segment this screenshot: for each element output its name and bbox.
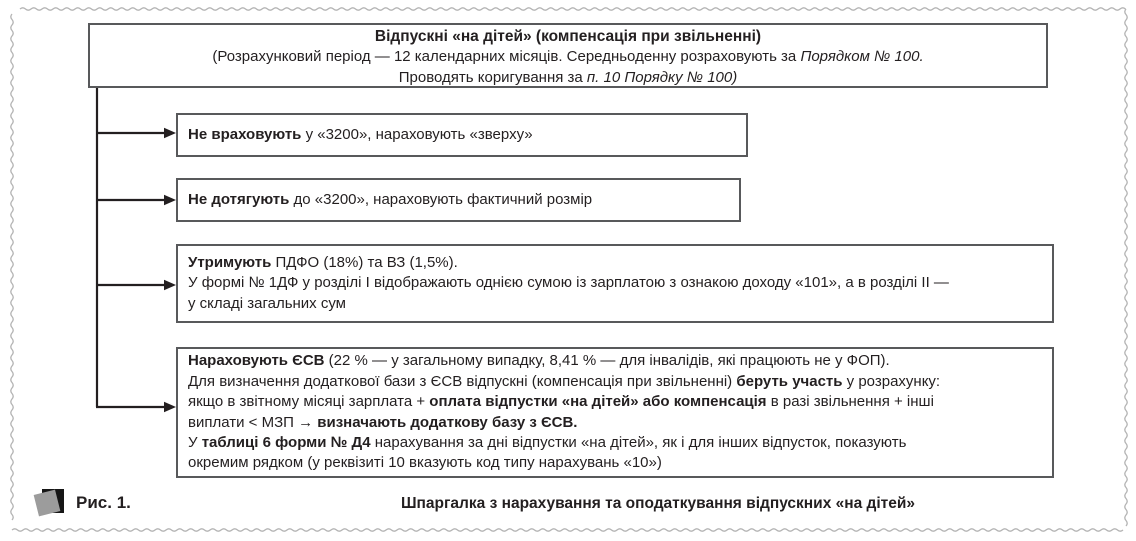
text-run: Проводять коригування за bbox=[398, 68, 587, 86]
branch-box-1 bbox=[176, 113, 748, 157]
text-run: (22 % — у загальному випадку, 8,41 % — для інвалідів, які працюють не у ФОП). bbox=[324, 352, 890, 370]
branch-box-2 bbox=[176, 178, 741, 222]
arrowhead-icon-1 bbox=[164, 128, 176, 138]
box-text-line bbox=[188, 294, 1042, 314]
box-text-line bbox=[188, 253, 1042, 273]
text-run: окремим рядком (у реквізиті 10 вказують код типу нарахувань «10») bbox=[188, 454, 662, 472]
text-run: п. 10 Порядку № 100) bbox=[586, 68, 738, 86]
figure-label: Рис. 1. bbox=[76, 493, 131, 512]
frame-wave-left-icon bbox=[11, 14, 13, 520]
frame-wave-bottom-icon bbox=[12, 529, 1123, 531]
text-run: Для визначення додаткової бази з ЄСВ відпускні (компенсація при звільненні) bbox=[188, 372, 737, 390]
arrowhead-icon-3 bbox=[164, 280, 176, 290]
text-run: Відпускні «на дітей» (компенсація при звільненні) bbox=[374, 28, 762, 45]
text-run: Порядком № 100. bbox=[800, 48, 924, 66]
text-run: виплати < МЗП → bbox=[188, 413, 318, 431]
text-run: у розрахунку: bbox=[842, 372, 941, 390]
box-text-line bbox=[188, 372, 1042, 392]
text-run: якщо в звітному місяці зарплата + bbox=[188, 393, 430, 411]
box-text-line bbox=[188, 392, 1042, 412]
text-run: Утримують bbox=[188, 253, 272, 271]
root-box-subtitle-line-1 bbox=[90, 47, 1046, 67]
branch-box-3 bbox=[176, 244, 1054, 323]
text-run: беруть участь bbox=[736, 372, 843, 390]
text-run: таблиці 6 форми № Д4 bbox=[201, 433, 371, 451]
arrowhead-icon-4 bbox=[164, 402, 176, 412]
root-box-title bbox=[90, 27, 1046, 47]
text-run: оплата відпустки «на дітей» або компенсація bbox=[429, 393, 767, 411]
text-run: у «3200», нараховують «зверху» bbox=[301, 125, 533, 143]
root-box-subtitle-line-2 bbox=[90, 68, 1046, 88]
text-run: Не дотягують bbox=[188, 190, 290, 208]
text-run: ПДФО (18%) та ВЗ (1,5%). bbox=[271, 253, 458, 271]
text-run: Не враховують bbox=[188, 125, 302, 143]
text-run: нарахування за дні відпустки «на дітей», як і для інших відпусток, показують bbox=[370, 433, 907, 451]
text-run: визначають додаткову базу з ЄСВ. bbox=[317, 413, 578, 431]
box-text-line bbox=[188, 433, 1042, 453]
arrowhead-icon-2 bbox=[164, 195, 176, 205]
figure-icon bbox=[34, 488, 68, 520]
root-box bbox=[88, 23, 1048, 88]
box-text-line bbox=[188, 190, 592, 210]
box-text-line bbox=[188, 351, 1042, 371]
text-run: У bbox=[188, 433, 202, 451]
frame-wave-right-icon bbox=[1125, 9, 1127, 526]
text-run: Нараховують ЄСВ bbox=[188, 352, 325, 370]
frame-wave-top-icon bbox=[20, 8, 1126, 10]
box-text-line bbox=[188, 273, 1042, 293]
text-run: у складі загальних сум bbox=[188, 294, 346, 312]
text-run: в разі звільнення + інші bbox=[766, 393, 934, 411]
box-text-line bbox=[188, 413, 1042, 433]
box-text-line bbox=[188, 125, 533, 145]
text-run: (Розрахунковий період — 12 календарних місяців. Середньоденну розраховують за bbox=[212, 48, 801, 66]
branch-box-4 bbox=[176, 347, 1054, 478]
box-text-line bbox=[188, 453, 1042, 473]
figure-caption: Шпаргалка з нарахування та оподаткування відпускних «на дітей» bbox=[400, 495, 916, 512]
text-run: до «3200», нараховують фактичний розмір bbox=[289, 190, 593, 208]
text-run: У формі № 1ДФ у розділі І відображають однією сумою із зарплатою з ознакою доходу «101», а в розділі ІІ — bbox=[188, 274, 949, 292]
